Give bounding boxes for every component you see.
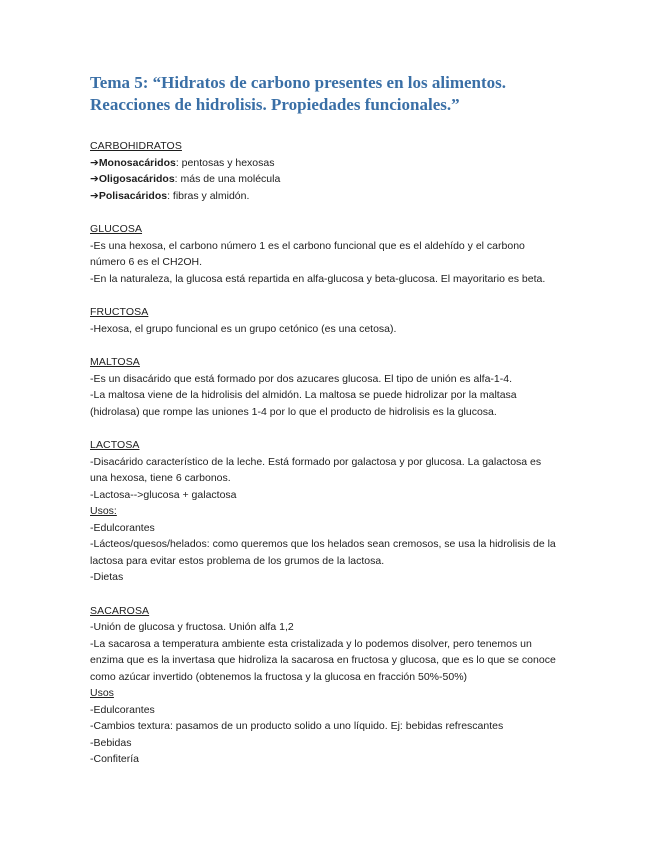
section-heading: FRUCTOSA [90,306,149,318]
paragraph-line: -Disacárido característico de la leche. Está formado por galactosa y por glucosa. La galactosa es [90,455,542,468]
arrow-right-icon: ➔ [90,189,99,202]
paragraph-line: -Es una hexosa, el carbono número 1 es el carbono funcional que es el aldehído y el carbono [90,239,525,252]
section-heading: GLUCOSA [90,223,143,235]
list-item [90,155,575,172]
page-title [90,72,575,116]
usos-label: Usos [90,687,114,699]
section-fructosa [90,304,575,337]
paragraph-line: -La sacarosa a temperatura ambiente esta cristalizada y lo podemos disolver, pero tenemos un [90,637,532,650]
paragraph-line: enzima que es la invertasa que hidroliza la sacarosa en fructosa y glucosa, que es lo que se conoce [90,654,556,666]
usos-item: -Dietas [90,571,124,583]
term: Polisacáridos [98,189,168,202]
paragraph-line: (hidrolasa) que rompe las uniones 1-4 por lo que el producto de hidrolisis es la glucosa. [90,405,497,418]
paragraph-line: -Es un disacárido que está formado por dos azucares glucosa. El tipo de unión es alfa-1-4. [90,372,512,385]
term: Oligosacáridos [98,173,175,185]
paragraph-line: una hexosa, tiene 6 carbonos. [90,472,231,484]
usos-item: -Edulcorantes [90,703,155,716]
section-maltosa [90,354,575,420]
section-heading: MALTOSA [90,356,140,368]
section-lactosa [90,437,575,586]
term-description: : fibras y almidón. [167,189,250,202]
usos-label: Usos: [90,505,117,517]
paragraph-line: -Hexosa, el grupo funcional es un grupo cetónico (es una cetosa). [90,322,397,335]
arrow-right-icon: ➔ [90,173,99,185]
paragraph-line: -En la naturaleza, la glucosa está repartida en alfa-glucosa y beta-glucosa. El mayoritario es beta. [90,272,546,285]
title-line-1: Tema 5: “Hidratos de carbono presentes en los alimentos. [90,73,507,92]
usos-item: -Lácteos/quesos/helados: como queremos que los helados sean cremosos, se usa la hidrolisis de la [90,538,556,550]
usos-item: -Cambios textura: pasamos de un producto solido a uno líquido. Ej: bebidas refrescantes [90,720,504,732]
paragraph-line: -Unión de glucosa y fructosa. Unión alfa 1,2 [90,621,294,633]
list-item [90,188,575,205]
term: Monosacáridos [98,156,176,169]
list-item [90,171,575,188]
term-description: : pentosas y hexosas [175,156,275,169]
usos-item: -Bebidas [90,736,132,749]
usos-item: -Edulcorantes [90,521,155,534]
section-heading: LACTOSA [90,439,140,451]
title-line-2: Reacciones de hidrolisis. Propiedades funcionales.” [90,95,460,114]
section-glucosa [90,221,575,287]
paragraph-line: como azúcar invertido (obtenemos la fructosa y la glucosa en fracción 50%-50%) [90,670,468,683]
section-heading: SACAROSA [90,604,150,617]
usos-item: -Confitería [90,753,140,765]
paragraph-line: número 6 es el CH2OH. [90,256,203,268]
paragraph-line: -Lactosa-->glucosa + galactosa [90,488,237,501]
section-carbohidratos [90,138,575,204]
term-description: : más de una molécula [174,173,281,185]
paragraph-line: -La maltosa viene de la hidrolisis del almidón. La maltosa se puede hidrolizar por la maltasa [90,389,517,401]
section-heading: CARBOHIDRATOS [90,140,182,152]
section-sacarosa [90,603,575,768]
arrow-right-icon: ➔ [90,156,99,169]
usos-item: lactosa para evitar estos problema de los grumos de la lactosa. [90,554,385,567]
